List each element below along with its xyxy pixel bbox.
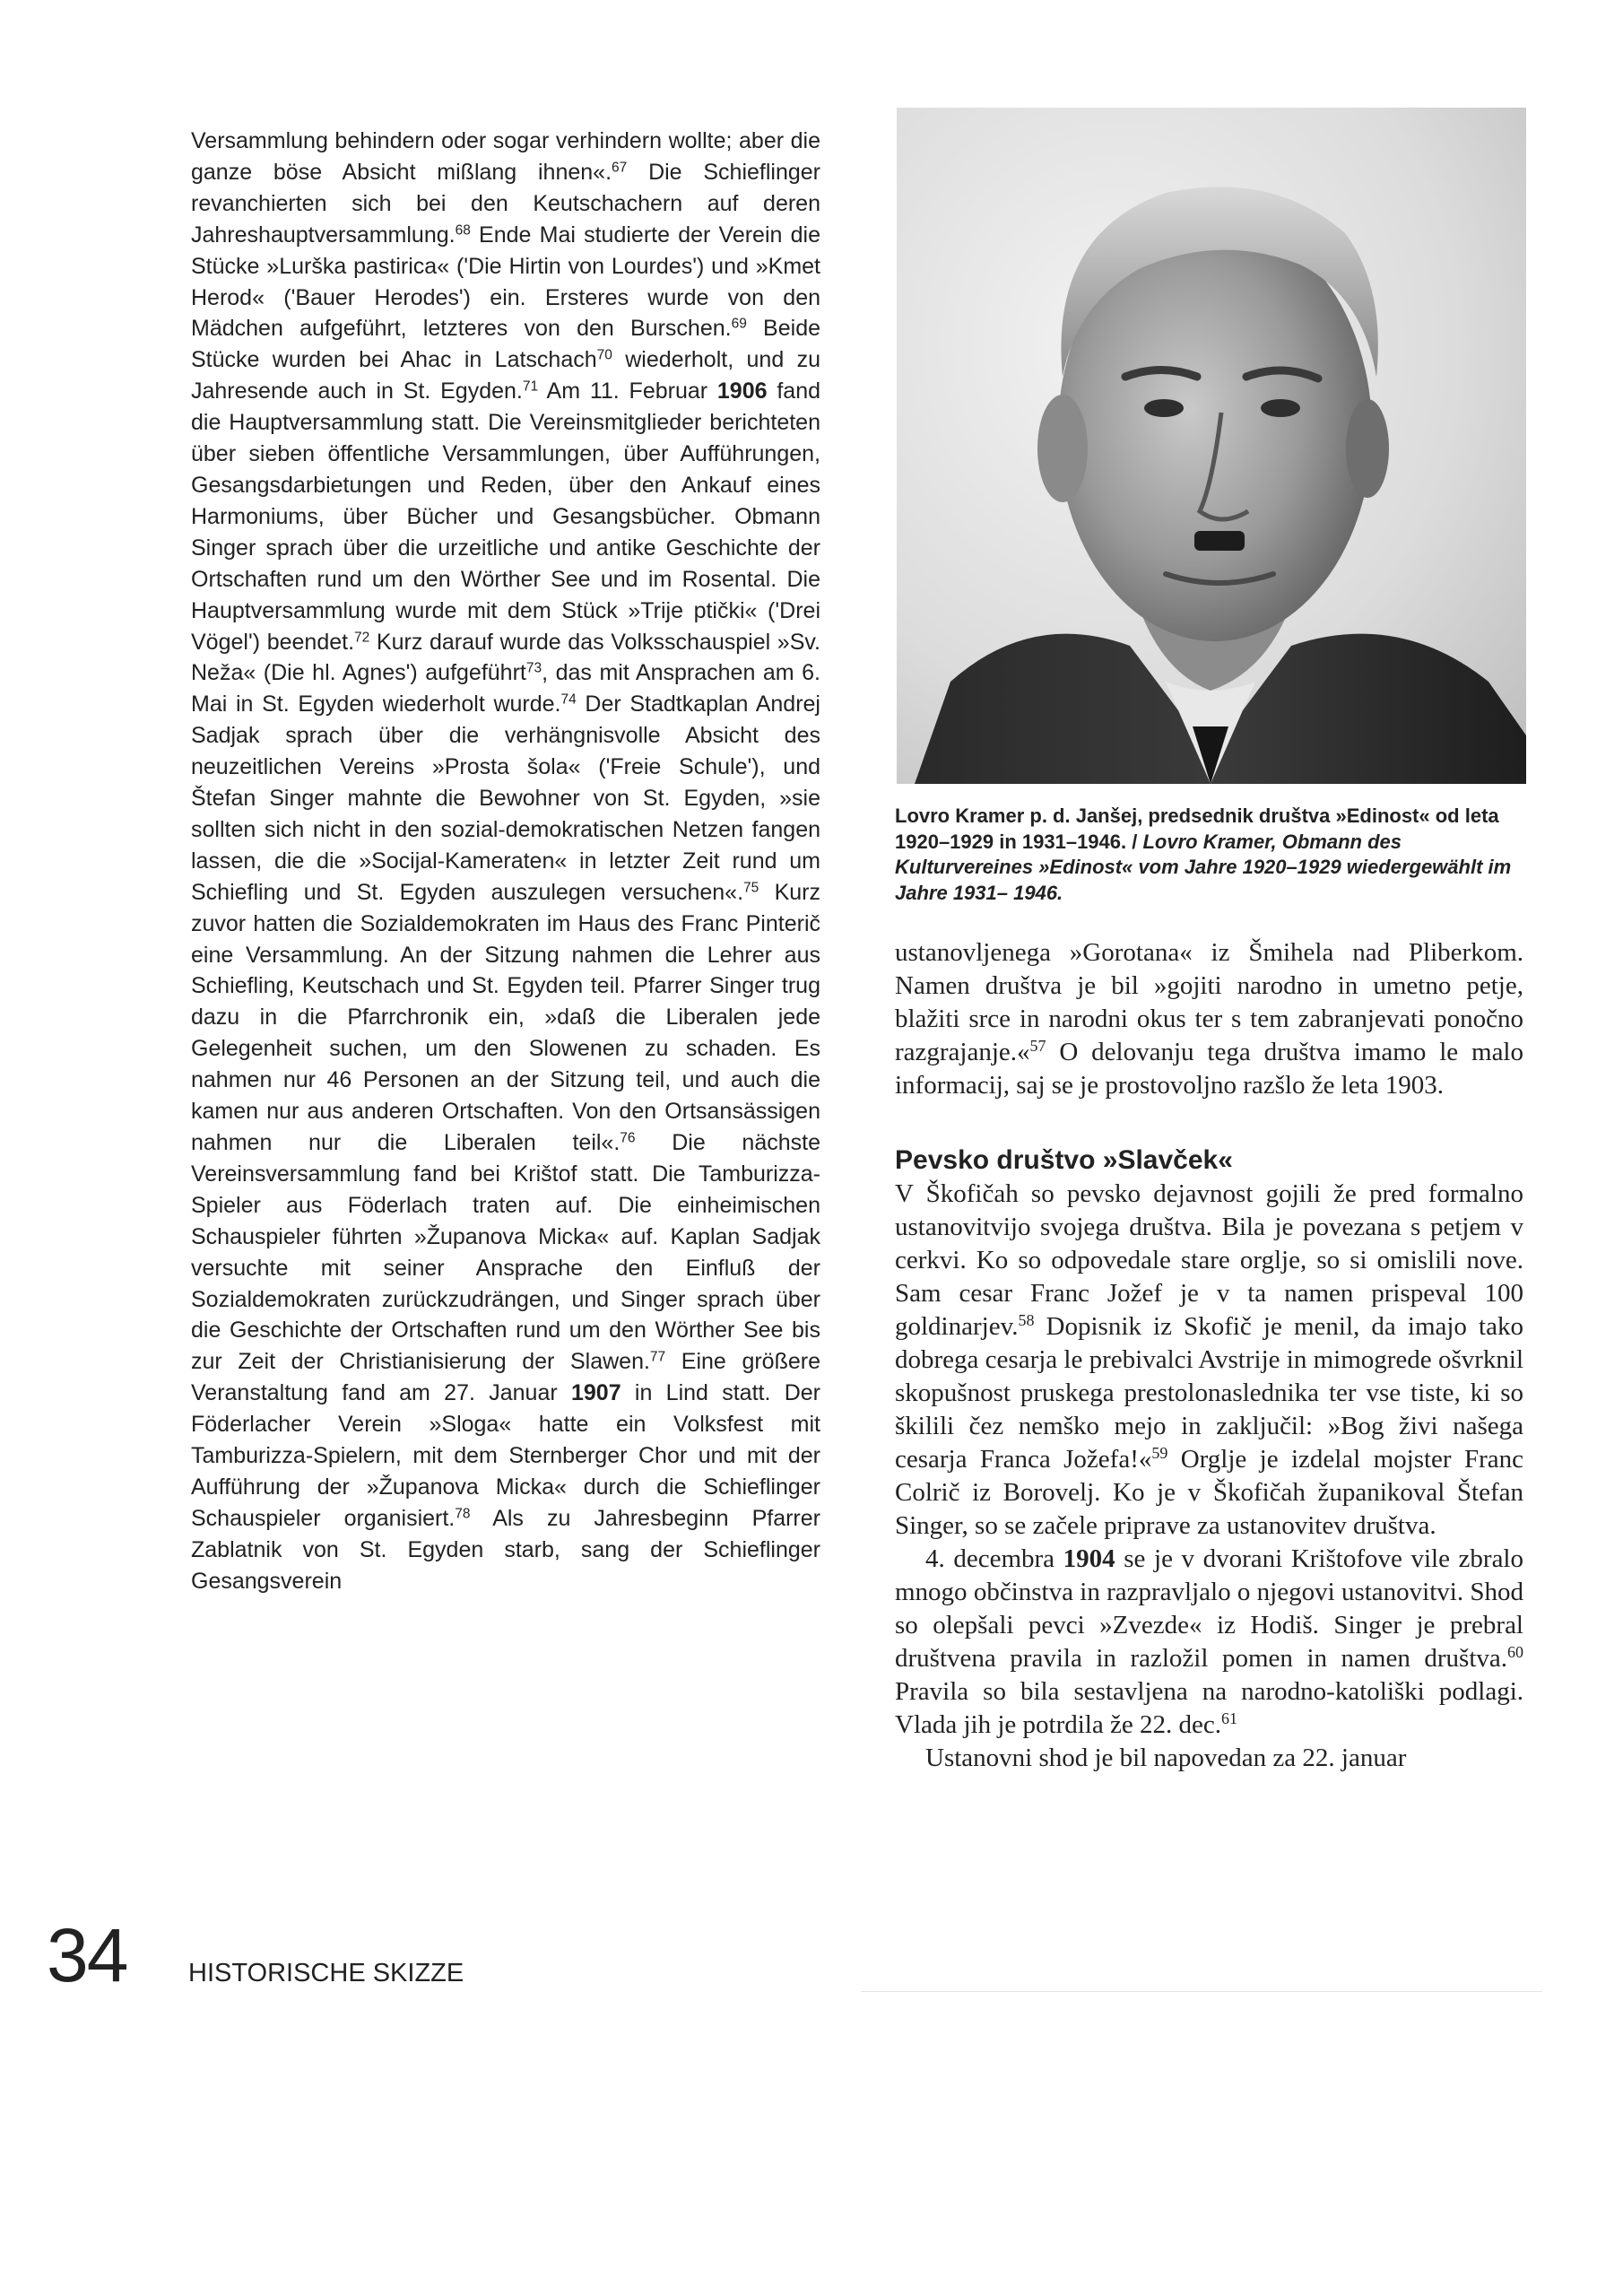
footnote-ref: 71 [522, 378, 539, 395]
left-column-text [191, 126, 820, 1597]
footnote-ref: 69 [731, 316, 747, 332]
text-run: 4. decembra [925, 1544, 1063, 1573]
text-run: V Škofičah so pevsko dejavnost gojili že pred formalno ustanovitvijo svojega društva. Bila je povezana s petjem v cerkvi. Ko so odpovedale stare orglje, so si omislili nove. Sam cesar Franc Jožef je v ta namen prispeval 100 goldinarjev. [895, 1179, 1523, 1341]
running-head: HISTORISCHE SKIZZE [188, 1959, 464, 1987]
year-bold: 1904 [1063, 1544, 1115, 1573]
footnote-ref: 67 [612, 160, 628, 176]
portrait-photo [897, 108, 1526, 784]
text-run: Kurz zuvor hatten die Sozialdemokraten im Haus des Franc Pinterič eine Versammlung. An der Sitzung nahmen die Lehrer aus Schiefling, Keutschach und St. Egyden teil. Pfarrer Singer trug dazu in die Pfarrchronik ein, »daß die Liberalen jede Gelegenheit suchen, um den Slowenen zu schaden. Es nahmen nur 46 Personen an der Sitzung teil, und auch die kamen nur aus anderen Ortschaften. Von den Ortsansässigen nahmen nur die Liberalen teil«. [191, 879, 820, 1155]
footnote-ref: 72 [354, 629, 370, 645]
text-run: O delovanju tega društva imamo le malo informacij, saj se je prostovoljno razšlo že leta 1903. [895, 1038, 1523, 1100]
footnote-ref: 57 [1029, 1037, 1046, 1056]
portrait-illustration [897, 108, 1526, 784]
page-number: 34 [47, 1913, 127, 1997]
text-run: Am 11. Februar [538, 378, 717, 404]
footnote-ref: 77 [649, 1349, 666, 1365]
year-bold: 1907 [570, 1380, 621, 1406]
footnote-ref: 74 [560, 691, 577, 708]
footnote-ref: 78 [455, 1506, 471, 1522]
footnote-ref: 60 [1507, 1643, 1523, 1662]
footnote-ref: 61 [1220, 1709, 1237, 1728]
right-paragraph: Ustanovni shod je bil napovedan za 22. januar [925, 1744, 1407, 1772]
text-run: Als zu Jahresbeginn Pfarrer Zablatnik von St. Egyden starb, sang der Schieflinger Gesangsverein [191, 1505, 820, 1594]
left-paragraph [191, 126, 820, 1597]
bottom-rule [861, 1991, 1542, 1992]
text-run: fand die Hauptversammlung statt. Die Vereinsmitglieder berichteten über sieben öffentliche Versammlungen, über Aufführungen, Gesangsdarbietungen und Reden, über den Ankauf eines Harmoniums, über Bücher und Gesangsbücher. Obmann Singer sprach über die urzeitliche und antike Geschichte der Ortschaften rund um den Wörther See und im Rosental. Die Hauptversammlung wurde mit dem Stück »Trije ptički« ('Drei Vögel') beendet. [191, 378, 820, 655]
caption-slovene: Lovro Kramer p. d. Janšej, predsednik društva »Edinost« od leta 1920–1929 in 1931–1946. / [895, 804, 1499, 853]
footnote-ref: 68 [455, 222, 471, 239]
text-run: Eine größere Veranstaltung fand am 27. Januar [191, 1349, 820, 1406]
text-run: Ende Mai studierte der Verein die Stücke »Lurška pastirica« ('Die Hirtin von Lourdes') und »Kmet Herod« ('Bauer Herodes') ein. Ersteres wurde von den Mädchen aufgeführt, letzteres von den Burschen. [191, 222, 820, 342]
right-paragraph [895, 936, 1523, 1102]
text-run: Die nächste Vereinsversammlung fand bei Krištof statt. Die Tamburizza-Spieler aus Föderlach traten auf. Die einheimischen Schauspieler führten »Županova Micka« auf. Kaplan Sadjak versuchte mit seiner Ansprache den Einfluß der Sozialdemokraten zurückzudrängen, und Singer sprach über die Geschichte der Ortschaften rund um den Wörther See bis zur Zeit der Christianisierung der Slawen. [191, 1130, 820, 1375]
photo-caption [895, 804, 1523, 906]
right-paragraph [895, 1178, 1523, 1543]
year-bold: 1906 [716, 378, 768, 404]
right-paragraph [895, 1543, 1523, 1742]
footnote-ref: 75 [743, 880, 759, 896]
text-run: Orglje je izdelal mojster Franc Colrič iz Borovelj. Ko je v Škofičah županikoval Štefan Singer, so se začele priprave za ustanovitev društva. [895, 1445, 1523, 1540]
text-run: se je v dvorani Krištofove vile zbralo mnogo občinstva in razpravljalo o njegovi ustanovitvi. Shod so olepšali pevci »Zvezde« iz Hodiš. Singer je prebral društvena pravila in razložil pomen in namen društva. [895, 1544, 1523, 1673]
text-run: Dopisnik iz Skofič je menil, da imajo tako dobrega cesarja le prebivalci Avstrije in mimogrede ošvrknil skopušnost pruskega prestolonaslednika ter vse tiste, ki so škilili čez nemško mejo in zaključil: »Bog živi našega cesarja Franca Jožefa!« [895, 1312, 1523, 1474]
text-run: Kurz darauf wurde das Volksschauspiel »Sv. Neža« (Die hl. Agnes') aufgeführt [191, 629, 820, 686]
text-run: in Lind statt. Der Föderlacher Verein »Sloga« hatte ein Volksfest mit Tamburizza-Spielern, mit dem Sternberger Chor und mit der Aufführung der »Županova Micka« durch die Schieflinger Schauspieler organisiert. [191, 1380, 821, 1531]
footnote-ref: 76 [620, 1130, 636, 1146]
footnote-ref: 73 [525, 660, 542, 676]
footnote-ref: 59 [1151, 1444, 1168, 1463]
text-run: ustanovljenega »Gorotana« iz Šmihela nad Pliberkom. Namen društva je bil »gojiti narodno in umetno petje, blažiti srce in narodni okus ter s tem zabranjevati ponočno razgrajanje.« [895, 938, 1523, 1066]
text-run: Pravila so bila sestavljena na narodno-katoliški podlagi. Vlada jih je potrdila že 22. dec. [895, 1677, 1523, 1739]
text-run: Die Schieflinger revanchierten sich bei den Keutschachern auf deren Jahreshauptversammlung. [191, 159, 820, 248]
text-run: Versammlung behindern oder sogar verhindern wollte; aber die ganze böse Absicht mißlang ihnen«. [191, 128, 820, 185]
text-run: wiederholt, und zu Jahresende auch in St. Egyden. [191, 347, 820, 404]
section-heading: Pevsko društvo »Slavček« [895, 1145, 1233, 1175]
footnote-ref: 58 [1018, 1311, 1035, 1330]
footnote-ref: 70 [596, 347, 612, 363]
text-run: , das mit Ansprachen am 6. Mai in St. Egyden wiederholt wurde. [191, 660, 820, 718]
caption-german: Lovro Kramer, Obmann des Kulturvereines »Edinost« vom Jahre 1920–1929 wiedergewählt im Jahre 1931– 1946. [895, 830, 1512, 904]
right-column-text [895, 936, 1523, 1775]
text-run: Der Stadtkaplan Andrej Sadjak sprach über die verhängnisvolle Absicht des neuzeitlichen Vereins »Prosta šola« ('Freie Schule'), und Štefan Singer mahnte die Bewohner von St. Egyden, »sie sollten sich nicht in den sozial-demokratischen Netzen fangen lassen, die die »Socijal-Kameraten« in letzter Zeit rund um Schiefling und St. Egyden auszulegen versuchen«. [191, 691, 820, 905]
text-run: Beide Stücke wurden bei Ahac in Latschach [191, 316, 820, 373]
